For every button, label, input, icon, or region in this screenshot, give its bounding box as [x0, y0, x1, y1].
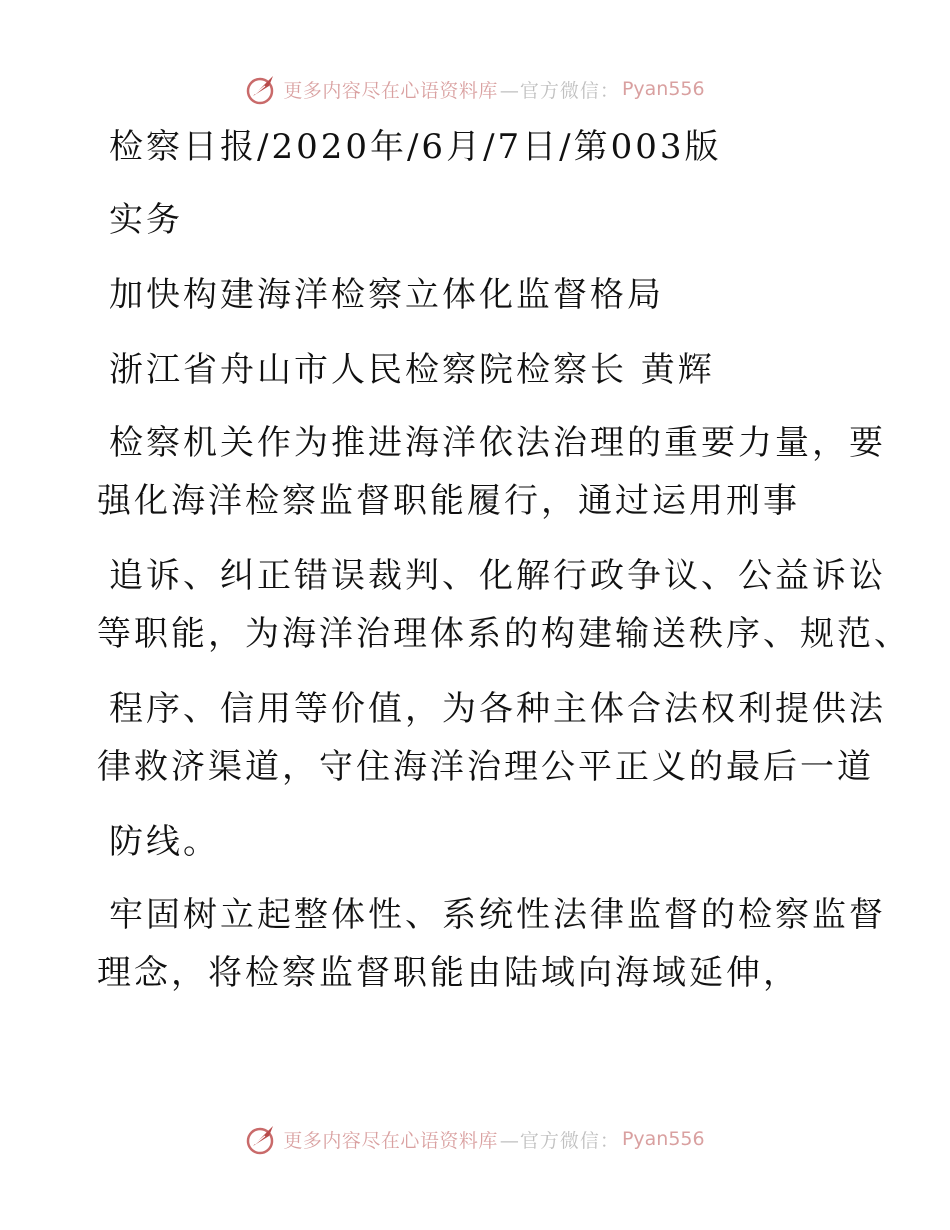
paragraph-line: 等职能，为海洋治理体系的构建输送秩序、规范、 — [97, 614, 911, 654]
paragraph-line: 强化海洋检察监督职能履行，通过运用刑事 — [97, 481, 800, 521]
watermark-official-label: —官方微信： — [499, 79, 620, 102]
paragraph-line: 检察机关作为推进海洋依法治理的重要力量，要 — [109, 423, 886, 463]
quill-logo-icon — [245, 1122, 279, 1156]
paragraph-line: 追诉、纠正错误裁判、化解行政争议、公益诉讼 — [109, 556, 886, 596]
paragraph-line: 牢固树立起整体性、系统性法律监督的检察监督 — [109, 895, 886, 935]
watermark-text: 更多内容尽在心语资料库 — [283, 79, 498, 102]
document-title: 加快构建海洋检察立体化监督格局 — [109, 275, 664, 315]
watermark-wechat-id: Pyan556 — [621, 78, 705, 100]
paragraph-line: 律救济渠道，守住海洋治理公平正义的最后一道 — [97, 747, 874, 787]
quill-logo-icon — [245, 72, 279, 106]
document-author: 浙江省舟山市人民检察院检察长 黄辉 — [109, 350, 715, 390]
watermark-wechat-id: Pyan556 — [621, 1128, 705, 1150]
document-section: 实务 — [109, 200, 183, 240]
paragraph-line: 程序、信用等价值，为各种主体合法权利提供法 — [109, 689, 886, 729]
watermark-official-label: —官方微信： — [499, 1129, 620, 1152]
watermark-text: 更多内容尽在心语资料库 — [283, 1129, 498, 1152]
watermark-bottom — [0, 1122, 950, 1156]
paragraph-line: 防线。 — [109, 822, 220, 862]
watermark-top — [0, 72, 950, 106]
paragraph-line: 理念，将检察监督职能由陆域向海域延伸， — [97, 953, 800, 993]
document-source-line: 检察日报/2020年/6月/7日/第003版 — [109, 127, 722, 167]
